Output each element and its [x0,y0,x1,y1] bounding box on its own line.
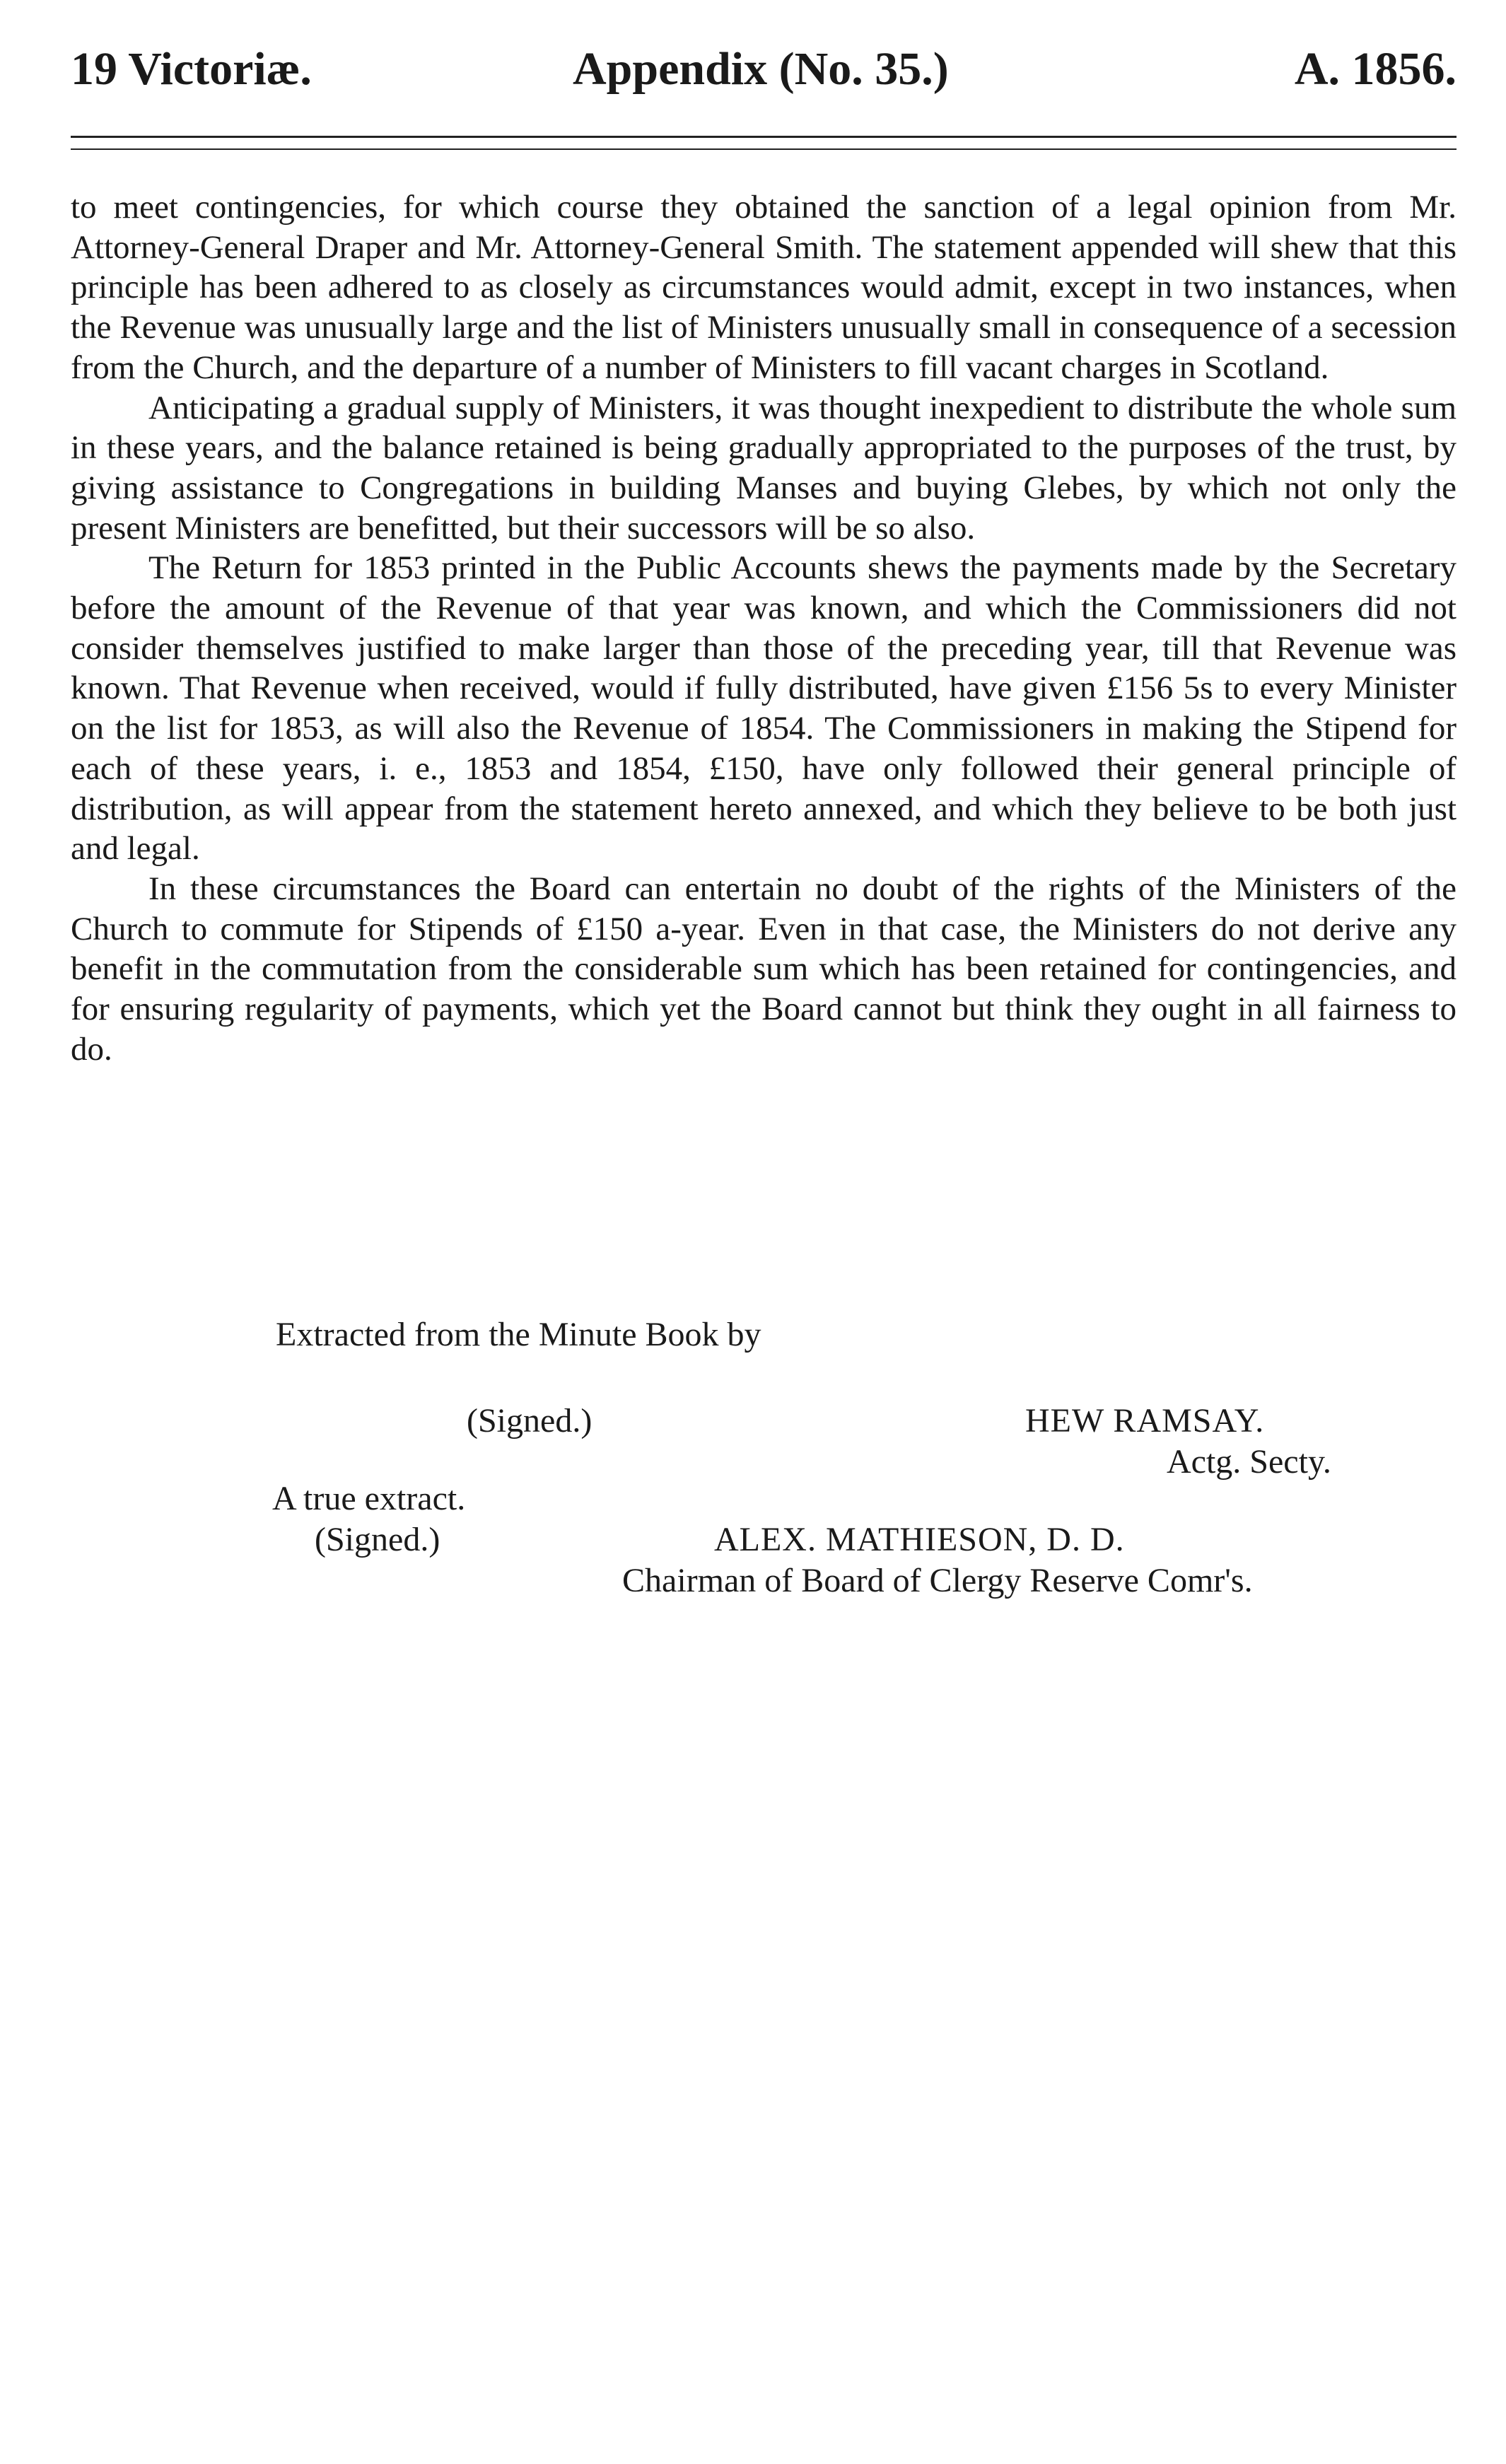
paragraph-3: The Return for 1853 printed in the Public Accounts shews the payments made by the Secretary before the amount of the Revenue of that year was known, and which the Commissioners did not consider themselves justified to make larger than those of the preceding year, till that Revenue was known. That Revenue when received, would if fully distributed, have given £156 5s to every Minister on the list for 1853, as will also the Revenue of 1854. The Commissioners in making the Stipend for each of these years, i. e., 1853 and 1854, £150, have only followed their general principle of distribution, as will appear from the statement hereto annexed, and which they believe to be both just and legal. [71,549,1457,868]
header-session: 19 Victoriæ. [71,43,312,95]
signed-label-2: (Signed.) [315,1521,440,1558]
secretary-name: HEW RAMSAY. [1025,1402,1265,1440]
header-appendix: Appendix (No. 35.) [573,43,949,95]
extracted-line: Extracted from the Minute Book by [276,1316,761,1353]
page-header [49,42,1457,106]
signed-label-1: (Signed.) [467,1402,593,1440]
paragraph-2: Anticipating a gradual supply of Ministers, it was thought inexpedient to distribute the whole sum in these years, and the balance retained is being gradually appropriated to the purposes of the trust, by giving assistance to Congregations in building Manses and buying Glebes, by which not only the present Ministers are benefitted, but their successors will be so also. [71,389,1457,547]
secretary-title: Actg. Secty. [1167,1443,1331,1481]
body-text [71,187,1457,1069]
header-rule-thin [71,148,1457,150]
chairman-name: ALEX. MATHIESON, D. D. [714,1521,1125,1558]
paragraph-1: to meet contingencies, for which course they obtained the sanction of a legal opinion from Mr. Attorney-General Draper and Mr. Attorney-General Smith. The statement appended will shew that this principle has been adhered to as closely as circumstances would admit, except in two instances, when the Revenue was unusually large and the list of Ministers unusually small in consequence of a secession from the Church, and the departure of a number of Ministers to fill vacant charges in Scotland. [71,189,1457,386]
chairman-title: Chairman of Board of Clergy Reserve Comr's. [622,1562,1253,1599]
header-year: A. 1856. [1294,43,1457,95]
true-extract-line: A true extract. [272,1480,466,1517]
header-rule-thick [71,136,1457,138]
paragraph-4: In these circumstances the Board can entertain no doubt of the rights of the Ministers of the Church to commute for Stipends of £150 a-year. Even in that case, the Ministers do not derive any benefit in the commutation from the considerable sum which has been retained for contingencies, and for ensuring regularity of payments, which yet the Board cannot but think they ought in all fairness to do. [71,870,1457,1068]
